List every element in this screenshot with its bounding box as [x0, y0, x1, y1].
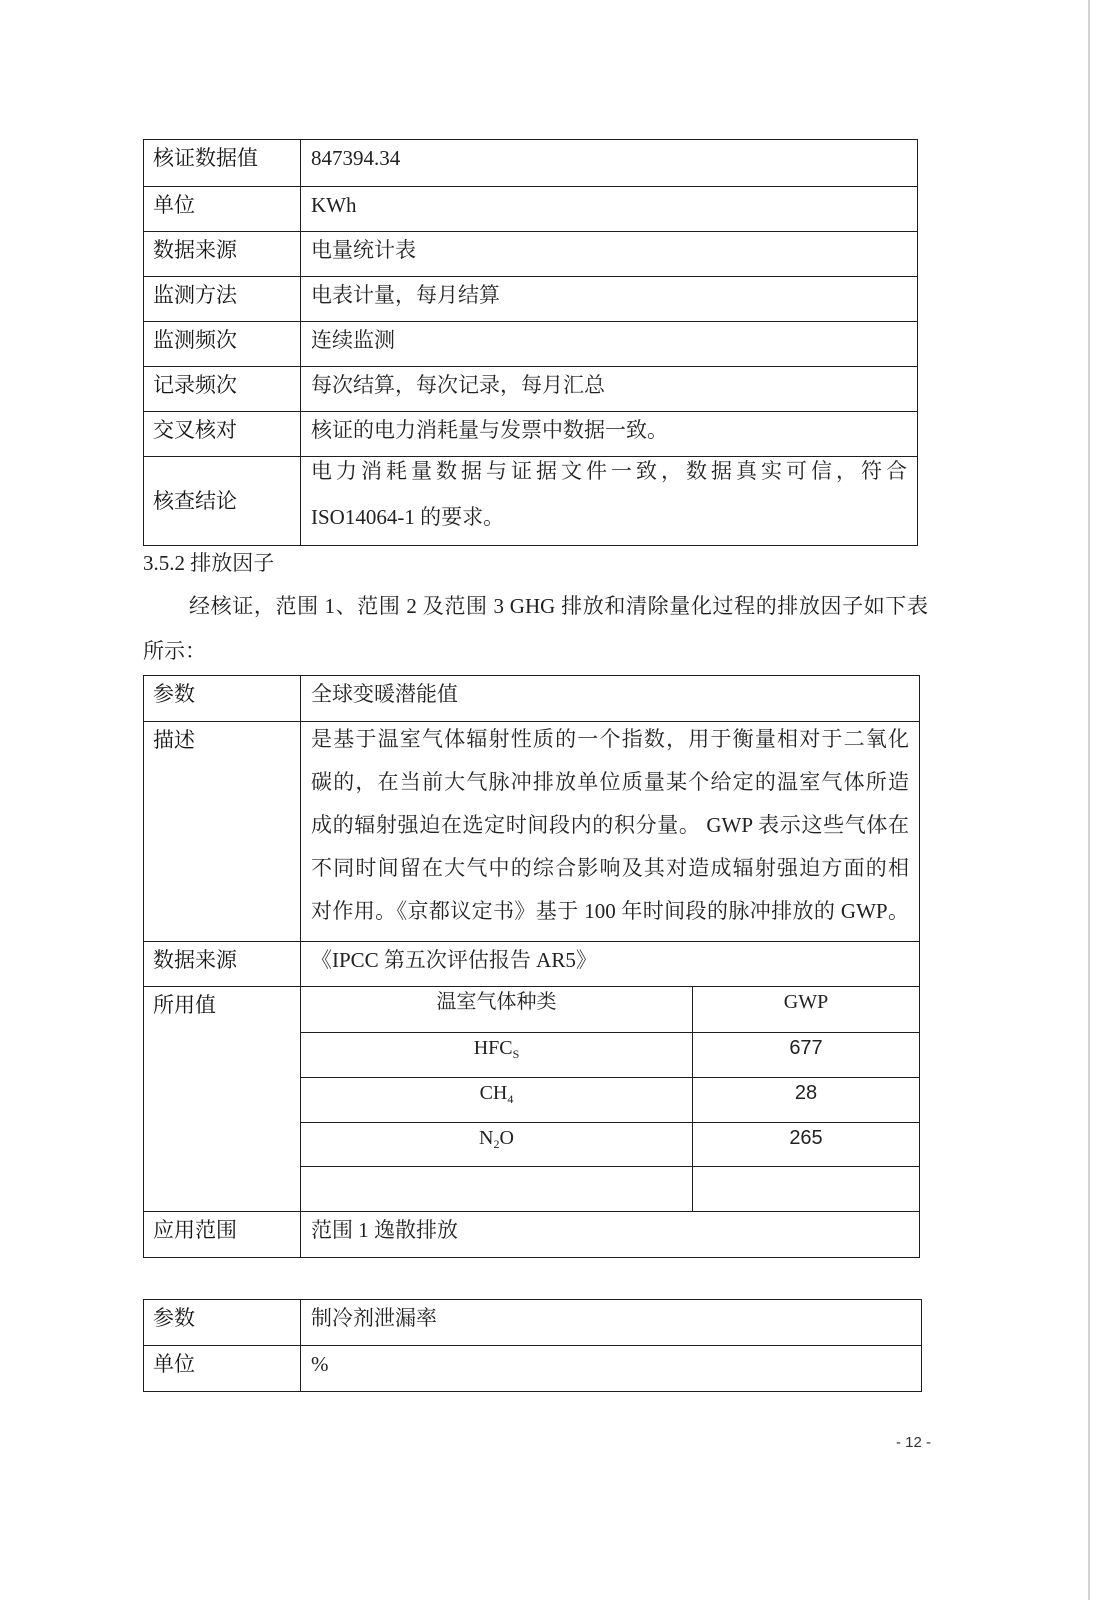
gas-formula-tail: O [499, 1127, 514, 1149]
table-row [144, 986, 919, 1211]
gwp-values-subtable [301, 987, 919, 1211]
row-label: 参数 [144, 1300, 301, 1345]
subtable-row [301, 1122, 919, 1166]
table-row [144, 321, 917, 366]
table-row [144, 676, 919, 721]
description-line: 碳的，在当前大气脉冲排放单位质量某个给定的温室气体所造 [311, 770, 909, 794]
intro-paragraph-line: 经核证，范围 1、范围 2 及范围 3 GHG 排放和清除量化过程的排放因子如下表 [189, 594, 928, 618]
conclusion-line: ISO14064-1 的要求。 [311, 505, 505, 529]
gas-formula: HFC [473, 1037, 513, 1059]
row-value: 847394.34 [311, 146, 401, 170]
gas-formula: CH [479, 1082, 508, 1104]
table-row [144, 456, 917, 545]
page-number: - 12 - [896, 1434, 932, 1451]
gas-name-cell [301, 1078, 693, 1122]
table-row [144, 411, 917, 456]
row-value: 《IPCC 第五次评估报告 AR5》 [311, 948, 597, 972]
description-line: 不同时间留在大气中的综合影响及其对造成辐射强迫方面的相 [311, 856, 909, 880]
subtable-row [301, 1032, 919, 1077]
refrigerant-table [143, 1299, 922, 1392]
gwp-header: GWP [783, 991, 829, 1013]
gas-subscript: 2 [493, 1137, 500, 1151]
row-value: % [311, 1352, 329, 1376]
scan-edge-line [1088, 0, 1090, 1600]
gas-type-header: 温室气体种类 [301, 987, 693, 1032]
row-label [144, 457, 301, 545]
empty-cell [693, 1167, 919, 1211]
row-label: 数据来源 [144, 942, 301, 986]
row-value: 范围 1 逸散排放 [311, 1218, 458, 1242]
description-line: 对作用。《京都议定书》基于 100 年时间段的脉冲排放的 GWP。 [311, 899, 909, 923]
gas-name-cell [301, 1123, 693, 1166]
gas-subscript: 4 [507, 1092, 514, 1106]
gwp-table [143, 675, 920, 1258]
subtable-empty-row [301, 1166, 919, 1211]
row-label: 监测方法 [144, 277, 301, 321]
row-label: 核证数据值 [144, 140, 301, 186]
table-row [144, 1211, 919, 1257]
conclusion-line: 电力消耗量数据与证据文件一致，数据真实可信，符合 [311, 459, 907, 483]
table-row [144, 186, 917, 231]
row-label: 记录频次 [144, 367, 301, 411]
row-value: KWh [311, 193, 357, 217]
gwp-value-cell: 677 [789, 1037, 823, 1059]
row-value [301, 457, 917, 545]
row-value: 电表计量，每月结算 [311, 283, 500, 307]
row-label: 描述 [144, 722, 301, 941]
gas-formula: N [479, 1127, 494, 1149]
subtable-header-row [301, 987, 919, 1032]
verification-table [143, 139, 918, 546]
row-value: 电量统计表 [311, 238, 416, 262]
table-row [144, 231, 917, 276]
table-row [144, 1345, 921, 1391]
gas-name-cell [301, 1033, 693, 1077]
gas-subscript: S [512, 1047, 520, 1061]
gwp-value-cell: 28 [794, 1082, 818, 1104]
row-value: 每次结算，每次记录，每月汇总 [311, 373, 605, 397]
gwp-value-cell: 265 [789, 1127, 823, 1149]
table-row [144, 1300, 921, 1345]
subtable-row [301, 1077, 919, 1122]
table-row [144, 366, 917, 411]
row-value: 核证的电力消耗量与发票中数据一致。 [311, 418, 668, 442]
description-line: 成的辐射强迫在选定时间段内的积分量。 GWP 表示这些气体在 [311, 813, 909, 837]
table-row [144, 721, 919, 941]
row-label: 监测频次 [144, 322, 301, 366]
table-row [144, 941, 919, 986]
intro-paragraph-line: 所示： [143, 639, 206, 663]
row-label: 交叉核对 [144, 412, 301, 456]
description-line: 是基于温室气体辐射性质的一个指数，用于衡量相对于二氧化 [311, 727, 909, 751]
description-text [301, 722, 919, 941]
row-label: 单位 [144, 187, 301, 231]
row-value: 连续监测 [311, 328, 395, 352]
row-label: 数据来源 [144, 232, 301, 276]
section-heading: 3.5.2 排放因子 [143, 551, 275, 575]
row-label: 所用值 [144, 987, 301, 1211]
row-value: 制冷剂泄漏率 [311, 1306, 437, 1330]
table-row [144, 140, 917, 186]
row-label: 单位 [144, 1346, 301, 1391]
row-label-text: 核查结论 [153, 489, 237, 513]
row-label: 参数 [144, 676, 301, 721]
empty-cell [301, 1167, 693, 1211]
row-value: 全球变暖潜能值 [311, 682, 458, 706]
table-row [144, 276, 917, 321]
row-label: 应用范围 [144, 1212, 301, 1257]
